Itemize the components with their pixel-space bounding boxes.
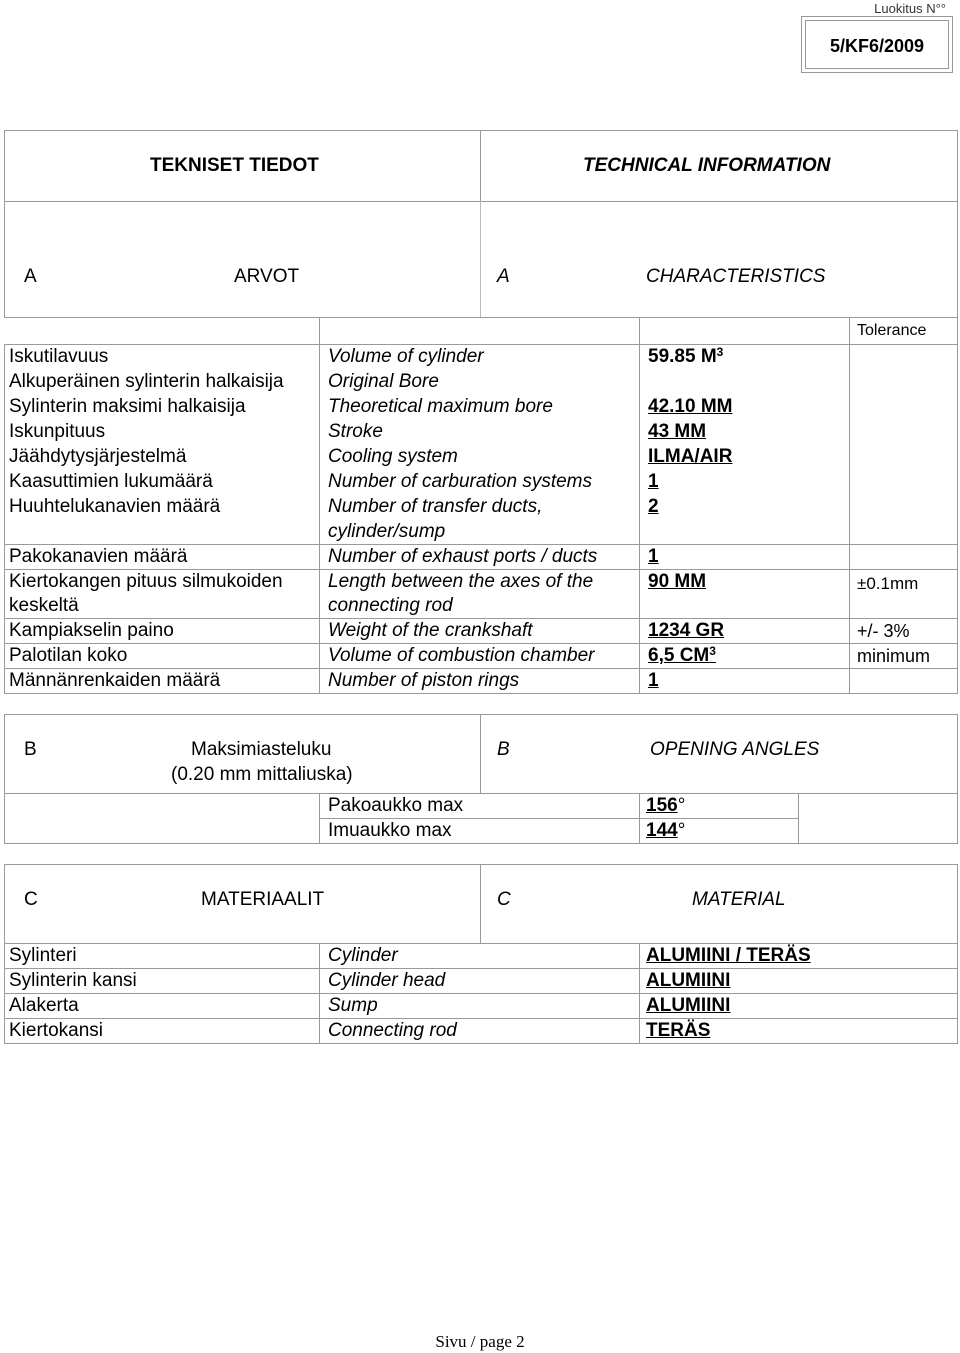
material-fi: Kiertokansi (9, 1020, 103, 1041)
row-fi: Iskunpituus (9, 421, 106, 442)
row-fi: Iskutilavuus (9, 346, 109, 367)
row-fi: Sylinterin maksimi halkaisija (9, 396, 246, 417)
row-en: Stroke (328, 421, 383, 442)
section-c-label-fi: MATERIAALIT (201, 889, 325, 910)
section-a-label-en: CHARACTERISTICS (646, 266, 826, 287)
row-en: Volume of combustion chamber (328, 645, 595, 666)
angle-label: Imuaukko max (328, 820, 452, 841)
row-value: ILMA/AIR (648, 446, 733, 467)
section-c-letter-fi: C (24, 889, 38, 910)
row-value: 1 (648, 546, 659, 567)
section-c-letter-en: C (497, 889, 511, 910)
classification-label: Luokitus N°° (874, 1, 946, 16)
material-en: Cylinder (328, 945, 398, 966)
row-fi: Palotilan koko (9, 645, 128, 666)
section-b-label-fi-sub: (0.20 mm mittaliuska) (171, 764, 353, 785)
row-value: 59.85 $M^3$ (648, 345, 724, 367)
material-value: ALUMIINI (646, 995, 731, 1016)
row-en: Weight of the crankshaft (328, 620, 533, 641)
row-en-cont: cylinder/sump (328, 521, 446, 542)
row-en: Volume of cylinder (328, 346, 484, 367)
material-value: ALUMIINI / TERÄS (646, 945, 811, 966)
row-fi: Kiertokangen pituus silmukoiden (9, 571, 283, 592)
row-en: Number of carburation systems (328, 471, 592, 492)
row-fi: Huuhtelukanavien määrä (9, 496, 221, 517)
row-value: 1 (648, 471, 659, 492)
row-value: 1234 GR (648, 620, 725, 641)
row-en: Number of transfer ducts, (328, 496, 543, 517)
row-value: 43 MM (648, 421, 707, 442)
row-fi: Kampiakselin paino (9, 620, 174, 641)
tolerance-header: Tolerance (857, 322, 927, 339)
row-fi: Männänrenkaiden määrä (9, 670, 221, 691)
row-en: Theoretical maximum bore (328, 396, 553, 417)
row-fi: Pakokanavien määrä (9, 546, 188, 567)
row-tolerance: +/- 3% (857, 621, 910, 641)
section-a-label-fi: ARVOT (234, 266, 300, 287)
row-tolerance: minimum (857, 646, 931, 666)
material-en: Cylinder head (328, 970, 446, 991)
row-en: Number of piston rings (328, 670, 520, 691)
title-en: TECHNICAL INFORMATION (583, 155, 831, 176)
row-value: 6,5 $CM^3$ (648, 644, 716, 666)
material-value: TERÄS (646, 1020, 711, 1041)
section-a-letter-en: A (497, 266, 510, 287)
row-fi-cont: keskeltä (9, 595, 79, 616)
row-en-cont: connecting rod (328, 595, 453, 616)
row-fi: Kaasuttimien lukumäärä (9, 471, 213, 492)
row-fi: Jäähdytysjärjestelmä (9, 446, 187, 467)
row-en: Cooling system (328, 446, 458, 467)
material-en: Connecting rod (328, 1020, 457, 1041)
angle-value: 156° (646, 795, 686, 816)
section-b-letter-en: B (497, 739, 510, 760)
material-value: ALUMIINI (646, 970, 731, 991)
row-value: 42.10 MM (648, 396, 733, 417)
row-value: 90 MM (648, 571, 707, 592)
row-value: 2 (648, 496, 659, 517)
section-b-label-en: OPENING ANGLES (650, 739, 820, 760)
section-a-letter-fi: A (24, 266, 37, 287)
section-b-label-fi: Maksimiasteluku (191, 739, 332, 760)
material-en: Sump (328, 995, 378, 1016)
angle-value: 144° (646, 820, 686, 841)
section-c-label-en: MATERIAL (692, 889, 786, 910)
section-b-letter-fi: B (24, 739, 37, 760)
row-fi: Alkuperäinen sylinterin halkaisija (9, 371, 284, 392)
row-en: Original Bore (328, 371, 439, 392)
material-fi: Sylinterin kansi (9, 970, 137, 991)
row-en: Number of exhaust ports / ducts (328, 546, 598, 567)
page-number: Sivu / page 2 (435, 1332, 525, 1351)
material-fi: Sylinteri (9, 945, 77, 966)
material-fi: Alakerta (9, 995, 79, 1016)
row-tolerance: ±0.1mm (857, 574, 919, 593)
doc-number: 5/KF6/2009 (829, 36, 925, 56)
angle-label: Pakoaukko max (328, 795, 464, 816)
row-en: Length between the axes of the (328, 571, 594, 592)
title-fi: TEKNISET TIEDOT (150, 155, 319, 176)
row-value: 1 (648, 670, 659, 691)
